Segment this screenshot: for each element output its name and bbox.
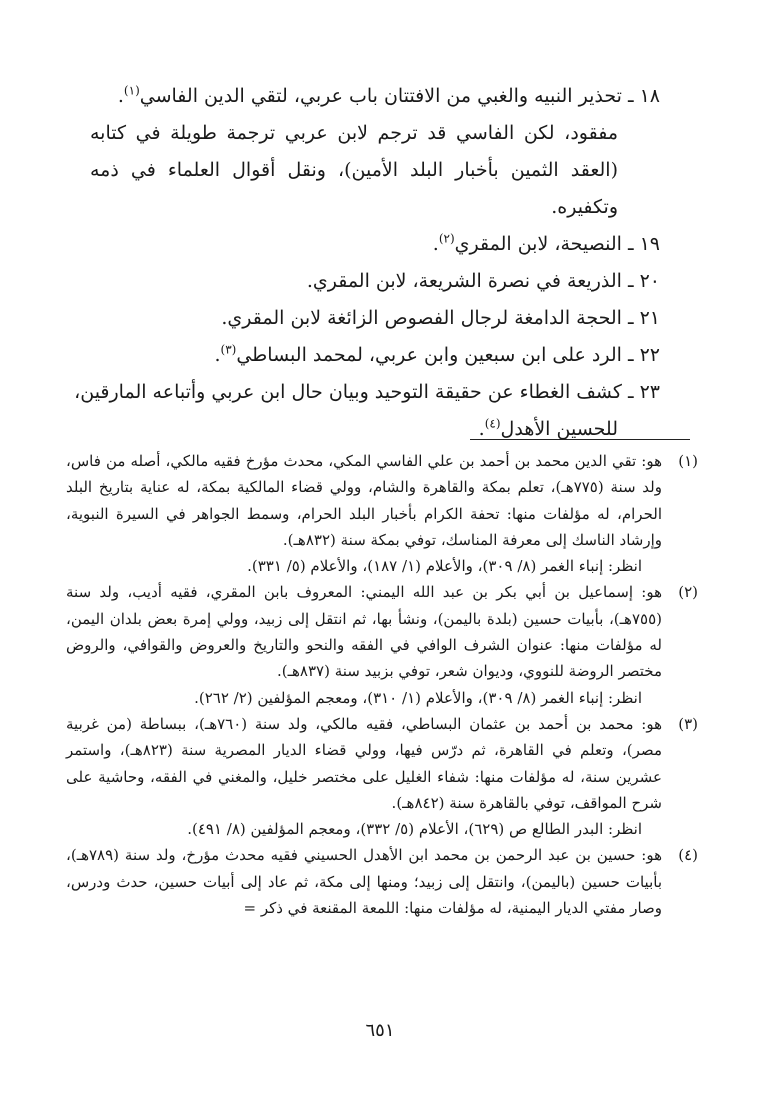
item-title: النصيحة، لابن المقري [454, 233, 622, 255]
footnote-ref: (١) [123, 83, 140, 98]
footnote-4 [66, 842, 698, 921]
item-number: ٢٣ ـ [627, 381, 660, 403]
footnotes [66, 448, 698, 921]
item-end-mark: . [432, 233, 439, 255]
list-item-20-line [90, 263, 660, 300]
list-item-21 [90, 300, 660, 337]
footnote-2 [66, 579, 698, 710]
list-item-23 [74, 374, 660, 448]
footnote-number: (٤) [678, 846, 698, 865]
list-item-19-line [90, 226, 660, 263]
footnote-reference: انظر: البدر الطالع ص (٦٢٩)، الأعلام (٥/ ٣٣٢)، ومعجم المؤلفين (٨/ ٤٩١). [187, 820, 642, 839]
item-number: ١٨ ـ [627, 85, 660, 107]
list-item-21-line [90, 300, 660, 337]
footnote-ref: (٢) [438, 231, 455, 246]
list-item-22-line [90, 337, 660, 374]
item-end-mark: . [117, 85, 124, 107]
footnote-body: هو: تقي الدين محمد بن أحمد بن علي الفاسي المكي، محدث مؤرخ فقيه مالكي، أصله من فاس، ولد سنة (٧٧٥هـ)، تعلم بمكة والقاهرة والشام، وولي قضاء المالكية بمكة، له عناية بتاريخ البلد الحرام، له مؤلفات منها: تحفة الكرام بأخبار البلد الحرام، وسمط الجواهر في السيرة النبوية، وإرشاد الناسك إلى معرفة المناسك، توفي بمكة سنة (٨٣٢هـ). [66, 452, 662, 549]
item-end-mark: . [214, 344, 221, 366]
list-item-20 [90, 263, 660, 300]
list-item-22 [90, 337, 660, 374]
item-title-continued: للحسين الأهدل [500, 418, 618, 440]
footnote-ref: (٤) [484, 416, 501, 431]
item-title: كشف الغطاء عن حقيقة التوحيد وبيان حال ابن عربي وأتباعه المارقين، [74, 381, 622, 403]
list-item-18 [90, 78, 660, 226]
footnote-number: (٢) [678, 583, 698, 602]
item-number: ٢٢ ـ [627, 344, 660, 366]
item-number: ٢١ ـ [627, 307, 660, 329]
footnote-body: هو: حسين بن عبد الرحمن بن محمد ابن الأهدل الحسيني فقيه محدث مؤرخ، ولد سنة (٧٨٩هـ)، بأبيات حسين (باليمن)، وانتقل إلى زبيد؛ ومنها إلى مكة، ثم عاد إلى أبيات حسين، حدث ودرس، وصار مفتي الديار اليمنية، له مؤلفات منها: اللمعة المقنعة في ذكر = [66, 846, 662, 918]
list-item-23-continuation [90, 411, 660, 448]
footnote-number: (١) [678, 452, 698, 470]
item-title: الحجة الدامغة لرجال الفصوص الزائغة لابن المقري. [221, 307, 622, 329]
item-title: تحذير النبيه والغبي من الافتتان باب عربي، لتقي الدين الفاسي [139, 85, 622, 107]
footnote-3 [66, 711, 698, 842]
footnote-ref: (٣) [220, 342, 237, 357]
page-number: ٦٥١ [365, 1020, 395, 1041]
footnote-body: هو: محمد بن أحمد بن عثمان البساطي، فقيه مالكي، ولد سنة (٧٦٠هـ)، ببساطة (من غربية مصر)، وتعلم في القاهرة، ثم درّس فيها، وولي قضاء الديار المصرية سنة (٨٢٣هـ)، واستمر عشرين سنة، له مؤلفات منها: شفاء الغليل على مختصر خليل، والمغني في الفقه، وحاشية على شرح المواقف، توفي بالقاهرة سنة (٨٤٢هـ). [66, 714, 662, 812]
footnote-divider [470, 439, 690, 440]
footnote-reference: انظر: إنباء الغمر (٨/ ٣٠٩)، والأعلام (١/ ١٨٧)، والأعلام (٥/ ٣٣١). [247, 557, 642, 576]
item-end-mark: . [478, 418, 485, 440]
list-item-18-line [90, 78, 660, 115]
footnote-1 [66, 448, 698, 579]
item-number: ٢٠ ـ [627, 270, 660, 292]
book-list [74, 78, 660, 448]
item-title: الذريعة في نصرة الشريعة، لابن المقري. [306, 270, 622, 292]
footnote-number: (٣) [678, 714, 698, 733]
footnote-body: هو: إسماعيل بن أبي بكر بن عبد الله اليمني: المعروف بابن المقري، فقيه أديب، ولد سنة (٧٥٥هـ)، بأبيات حسين (بلدة باليمن)، ونشأ بها، ثم انتقل إلى زبيد، وولي إمرة بعض بلدان اليمن، له مؤلفات منها: عنوان الشرف الوافي في الفقه والنحو والتاريخ والعروض والقوافي، والروض مختصر الروضة للنووي، وديوان شعر، توفي بزبيد سنة (٨٣٧هـ). [66, 583, 662, 681]
list-item-23-line [74, 374, 660, 411]
item-18-comment: مفقود، لكن الفاسي قد ترجم لابن عربي ترجمة طويلة في كتابه (العقد الثمين بأخبار البلد الأمين)، ونقل أقوال العلماء في ذمه وتكفيره. [90, 122, 618, 218]
footnote-reference: انظر: إنباء الغمر (٨/ ٣٠٩)، والأعلام (١/ ٣١٠)، ومعجم المؤلفين (٢/ ٢٦٢). [194, 688, 642, 707]
item-title: الرد على ابن سبعين وابن عربي، لمحمد البساطي [236, 344, 622, 366]
item-number: ١٩ ـ [627, 233, 660, 255]
list-item-19 [90, 226, 660, 263]
